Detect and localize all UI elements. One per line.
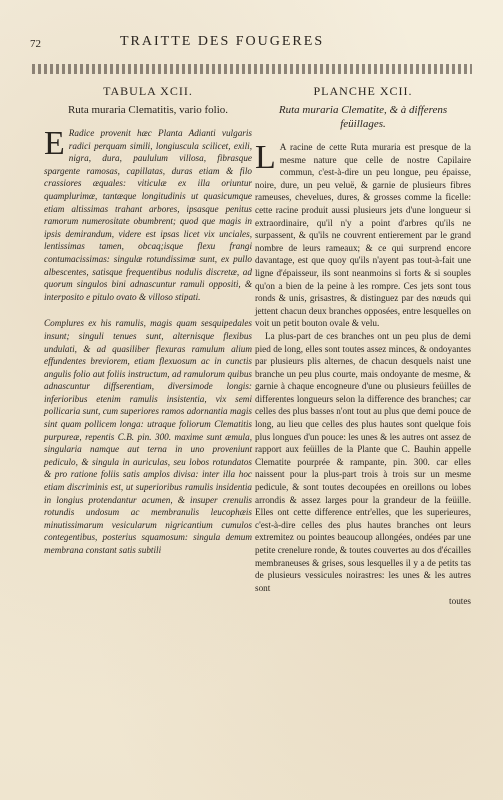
french-heading: PLANCHE XCII. — [313, 84, 413, 98]
running-title: TRAITTE DES FOUGERES — [120, 34, 325, 49]
french-column — [255, 84, 471, 606]
latin-paragraph-2: Complures ex his ramulis, magis quam sesquipedales insunt; singuli tenues sunt, alternisque flexibus undulati, & ad quasiliber flexuras ramulum alium effundentes breviorem, etiam flexuosum ac in cunctis angulis folio aut foliis instructum, ad ramulorum quibus adnascuntur diffserentiam, diversimode longis: inferioribus etenim ramulis insistentia, vix semi pollicaria sunt, cum superiores ramos adornantia magis sint quam pollicem longa: utraque foliorum Clematitis purpureæ, repentis C.B. pin. 300. maxime sunt æmula, singularia namque aut terna in uno proveniunt pediculo, & singula in auriculas, seu lobos rotundatos & pro ratione foliis satis amplos divisa: inter illa hoc etiam discriminis est, ut superioribus ramulis insidentia in longius protendantur acumen, & insuper crenulis rotundis undosum ac membranulis leucophæis minutissimarum vesicularum nigricantium cumulos contegentibus, posterius squamosum: singula demum membrana constant satis subtili — [44, 318, 252, 555]
french-paragraph-1 — [255, 141, 471, 330]
french-dropcap: L — [255, 139, 276, 176]
catchword: toutes — [449, 596, 471, 607]
ornamental-rule — [32, 64, 472, 74]
latin-dropcap: E — [44, 125, 65, 162]
latin-subheading: Ruta muraria Clematitis, vario folio. — [67, 104, 229, 116]
latin-heading: TABULA XCII. — [103, 84, 193, 98]
latin-paragraph-1 — [44, 127, 252, 303]
paragraph-gap — [44, 303, 252, 317]
page-number: 72 — [30, 38, 41, 50]
french-subheading: Ruta muraria Clematite, & à differens feüillages. — [278, 104, 448, 130]
french-paragraph-1-text: A racine de cette Ruta muraria est presque de la mesme nature que celle de nostre Capilaire commun, c'est-à-dire un peu longue, peu épaisse, noire, dure, un peu veluë, & garnie de plusieurs fibres rameuses, chevelues, dures, & grosses comme la ficelle: cette racine produit aussi plusieurs jets d'une longueur si extraordinaire, qu'il n'y a point d'arbres qu'ils ne surpassent, & qu'ils ne couvrent entierement par le grand nombre de leurs rameaux; & ce qui surprend encore davantage, est que quoy qu'ils n'ayent pas tout-à-fait une ligne d'épaisseur, ils sont neanmoins si forts & si souples qu'on a bien de la peine à les rompre. Ces jets sont tous ronds & unis, grisastres, & distinguez par des nœuds qui jettent chacun deux branches opposées, entre lesquelles on voit un petit bouton ovale & velu. — [255, 142, 471, 329]
french-paragraph-2: La plus-part de ces branches ont un peu plus de demi pied de long, elles sont toutes assez minces, & ondoyantes par plusieurs plis alternes, de chacun desquels naist une branche un peu plus courte, mais ondoyante de mesme, & garnie à chaque encogneure d'une ou plusieurs feüilles de differentes longueurs selon la difference des branches; car celles des plus basses n'ont tout au plus que demi pouce de long, au lieu que celles des plus hautes sont quelque fois plus longues d'un pouce: les unes & les autres ont assez de rapport aux feüilles de la Plante que C. Bauhin appelle Clematite pourprée & rampante, pin. 300. car elles naissent pour la plus-part trois à trois sur un mesme pedicule, & sont toutes decoupées en oreillons ou lobes arrondis & assez larges pour la grandeur de la feüille. Elles ont cette difference entr'elles, que les superieures, c'est-à-dire celles des plus hautes branches ont leurs extremitez ou pointes beaucoup allongées, ondées par une petite crenelure ronde, & toutes couvertes au dos d'écailles membraneuses & grises, sous lesquelles il y a de petits tas de plusieurs vessicules noirastres: les unes & les autres sont — [255, 330, 471, 593]
latin-paragraph-1-text: Radice provenit hæc Planta Adianti vulgaris radici perquam simili, longiuscula scilicet, exili, nigra, dura, paululum villosa, fibrasque spargente ramosas, capillatas, duras etiam & filo crassiores æquales: viticulæ ex illa oriuntur quamplurimæ, tantæque longitudinis ut quasicumque etiam altissimas trahant arbores, ipsasque penitus ramorum numerositate obumbrent; quod que magis in ipsis demirandum, videre est ipsas licet vix unciales, lentissimas tamen, obcaq;isque flexu frangi contumacissimas: singulæ rotundissimæ sunt, ex pullo albescentes, satisque frequentibus nodulis discretæ, ad quorum singulos bini adnascuntur ramuli oppositi, & interposito e pitulo ovato & villoso stipati. — [44, 128, 252, 302]
latin-column — [44, 84, 252, 557]
